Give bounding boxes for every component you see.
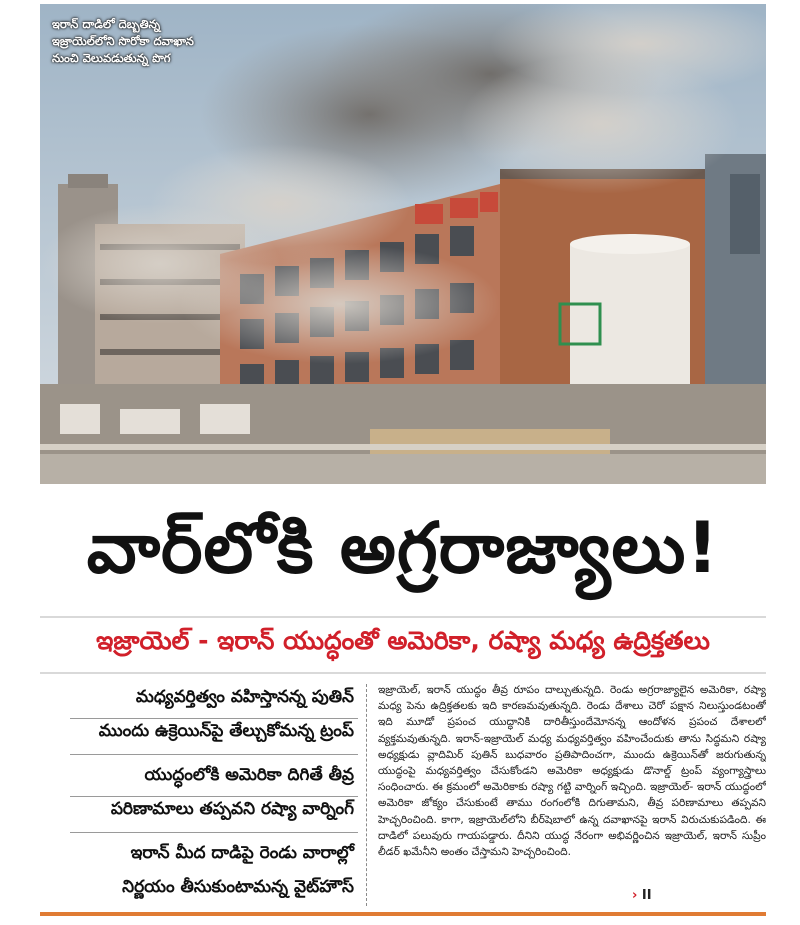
highlights-box [40,680,358,908]
highlight-separator [70,796,358,797]
article-body: ఇజ్రాయెల్, ఇరాన్ యుద్ధం తీవ్ర రూపం దాల్చుతున్నది. రెండు అగ్రరాజ్యాలైన అమెరికా, రష్యా మధ్య పెను ఉద్రిక్తతలకు ఇది కారణమవుతున్నది. రెండు దేశాలు చెరో పక్షాన నిలుస్తుండటంతో ఇది మూడో ప్రపంచ యుద్ధానికి దారితీస్తుందేమోనన్న ఆందోళన ప్రపంచ దేశాలలో వ్యక్తమవుతున్నది. ఇరాన్-ఇజ్రాయెల్ మధ్య మధ్యవర్తిత్వం వహించేందుకు తాను సిద్ధమని రష్యా అధ్యక్షుడు వ్లాదిమిర్ పుతిన్ బుధవారం ప్రతిపాదించగా, ముందు ఉక్రెయిన్‌తో జరుగుతున్న యుద్ధంపై మధ్యవర్తిత్వం చేసుకోండని అమెరికా అధ్యక్షుడు డొనాల్డ్ ట్రంప్ వ్యంగ్యాస్త్రాలు సంధించారు. ఈ క్రమంలో అమెరికాకు రష్యా గట్టి వార్నింగ్ ఇచ్చింది. ఇజ్రాయెల్- ఇరాన్ యుద్ధంలో అమెరికా జోక్యం చేసుకుంటే తాము రంగంలోకి దిగుతామని, తీవ్ర పరిణామాలు తప్పవని హెచ్చరించింది. కాగా, ఇజ్రాయెల్‌లోని బీర్‌షెబాలో ఉన్న దవాఖానపై ఇరాన్ విరుచుకుపడింది. ఈ దాడిలో పలువురు గాయపడ్డారు. దీనిని యుద్ధ నేరంగా అభివర్ణించిన ఇజ్రాయెల్, ఇరాన్ సుప్రీం లీడర్ ఖమేనీని అంతం చేస్తామని హెచ్చరించింది. [378,684,766,859]
subheadline: ఇజ్రాయెల్ - ఇరాన్ యుద్ధంతో అమెరికా, రష్యా మధ్య ఉద్రిక్తతలు [96,626,710,655]
highlight-item [40,680,358,748]
divider [40,672,766,674]
divider [40,616,766,618]
highlight-line: నిర్ణయం తీసుకుంటామన్న వైట్‌హౌస్ [122,877,354,897]
headline: వార్‌లోకి అగ్రరాజ్యాలు! [86,506,720,589]
pause-glyph: II [641,888,652,903]
highlight-line: ఇరాన్ మీద దాడిపై రెండు వారాల్లో [130,843,354,863]
chevron-right-icon: › [632,888,638,903]
highlight-line: యుద్ధంలోకి అమెరికా దిగితే తీవ్ర [144,765,354,785]
news-photo [40,4,766,484]
caption-line: నుంచి వెలువడుతున్న పొగ [52,51,171,65]
photo-caption [52,16,272,67]
highlight-separator [70,832,358,833]
hospital-smoke-illustration [40,4,766,484]
highlight-line: పరిణామాలు తప్పవని రష్యా వార్నింగ్ [110,799,354,819]
caption-line: ఇరాన్ దాడిలో దెబ్బతిన్న [52,17,161,31]
continue-marker [632,888,652,903]
highlight-item [40,836,358,904]
column-divider [366,684,368,906]
highlight-line: ముందు ఉక్రెయిన్‌పై తేల్చుకోమన్న ట్రంప్ [98,721,354,741]
highlight-separator [70,718,358,719]
caption-line: ఇజ్రాయెల్‌లోని సొరోకా దవాఖాన [52,34,194,48]
highlight-line: మధ్యవర్తిత్వం వహిస్తానన్న పుతిన్ [135,687,354,707]
highlight-item [40,758,358,826]
bottom-accent-bar [40,912,766,916]
highlight-separator [70,754,358,755]
